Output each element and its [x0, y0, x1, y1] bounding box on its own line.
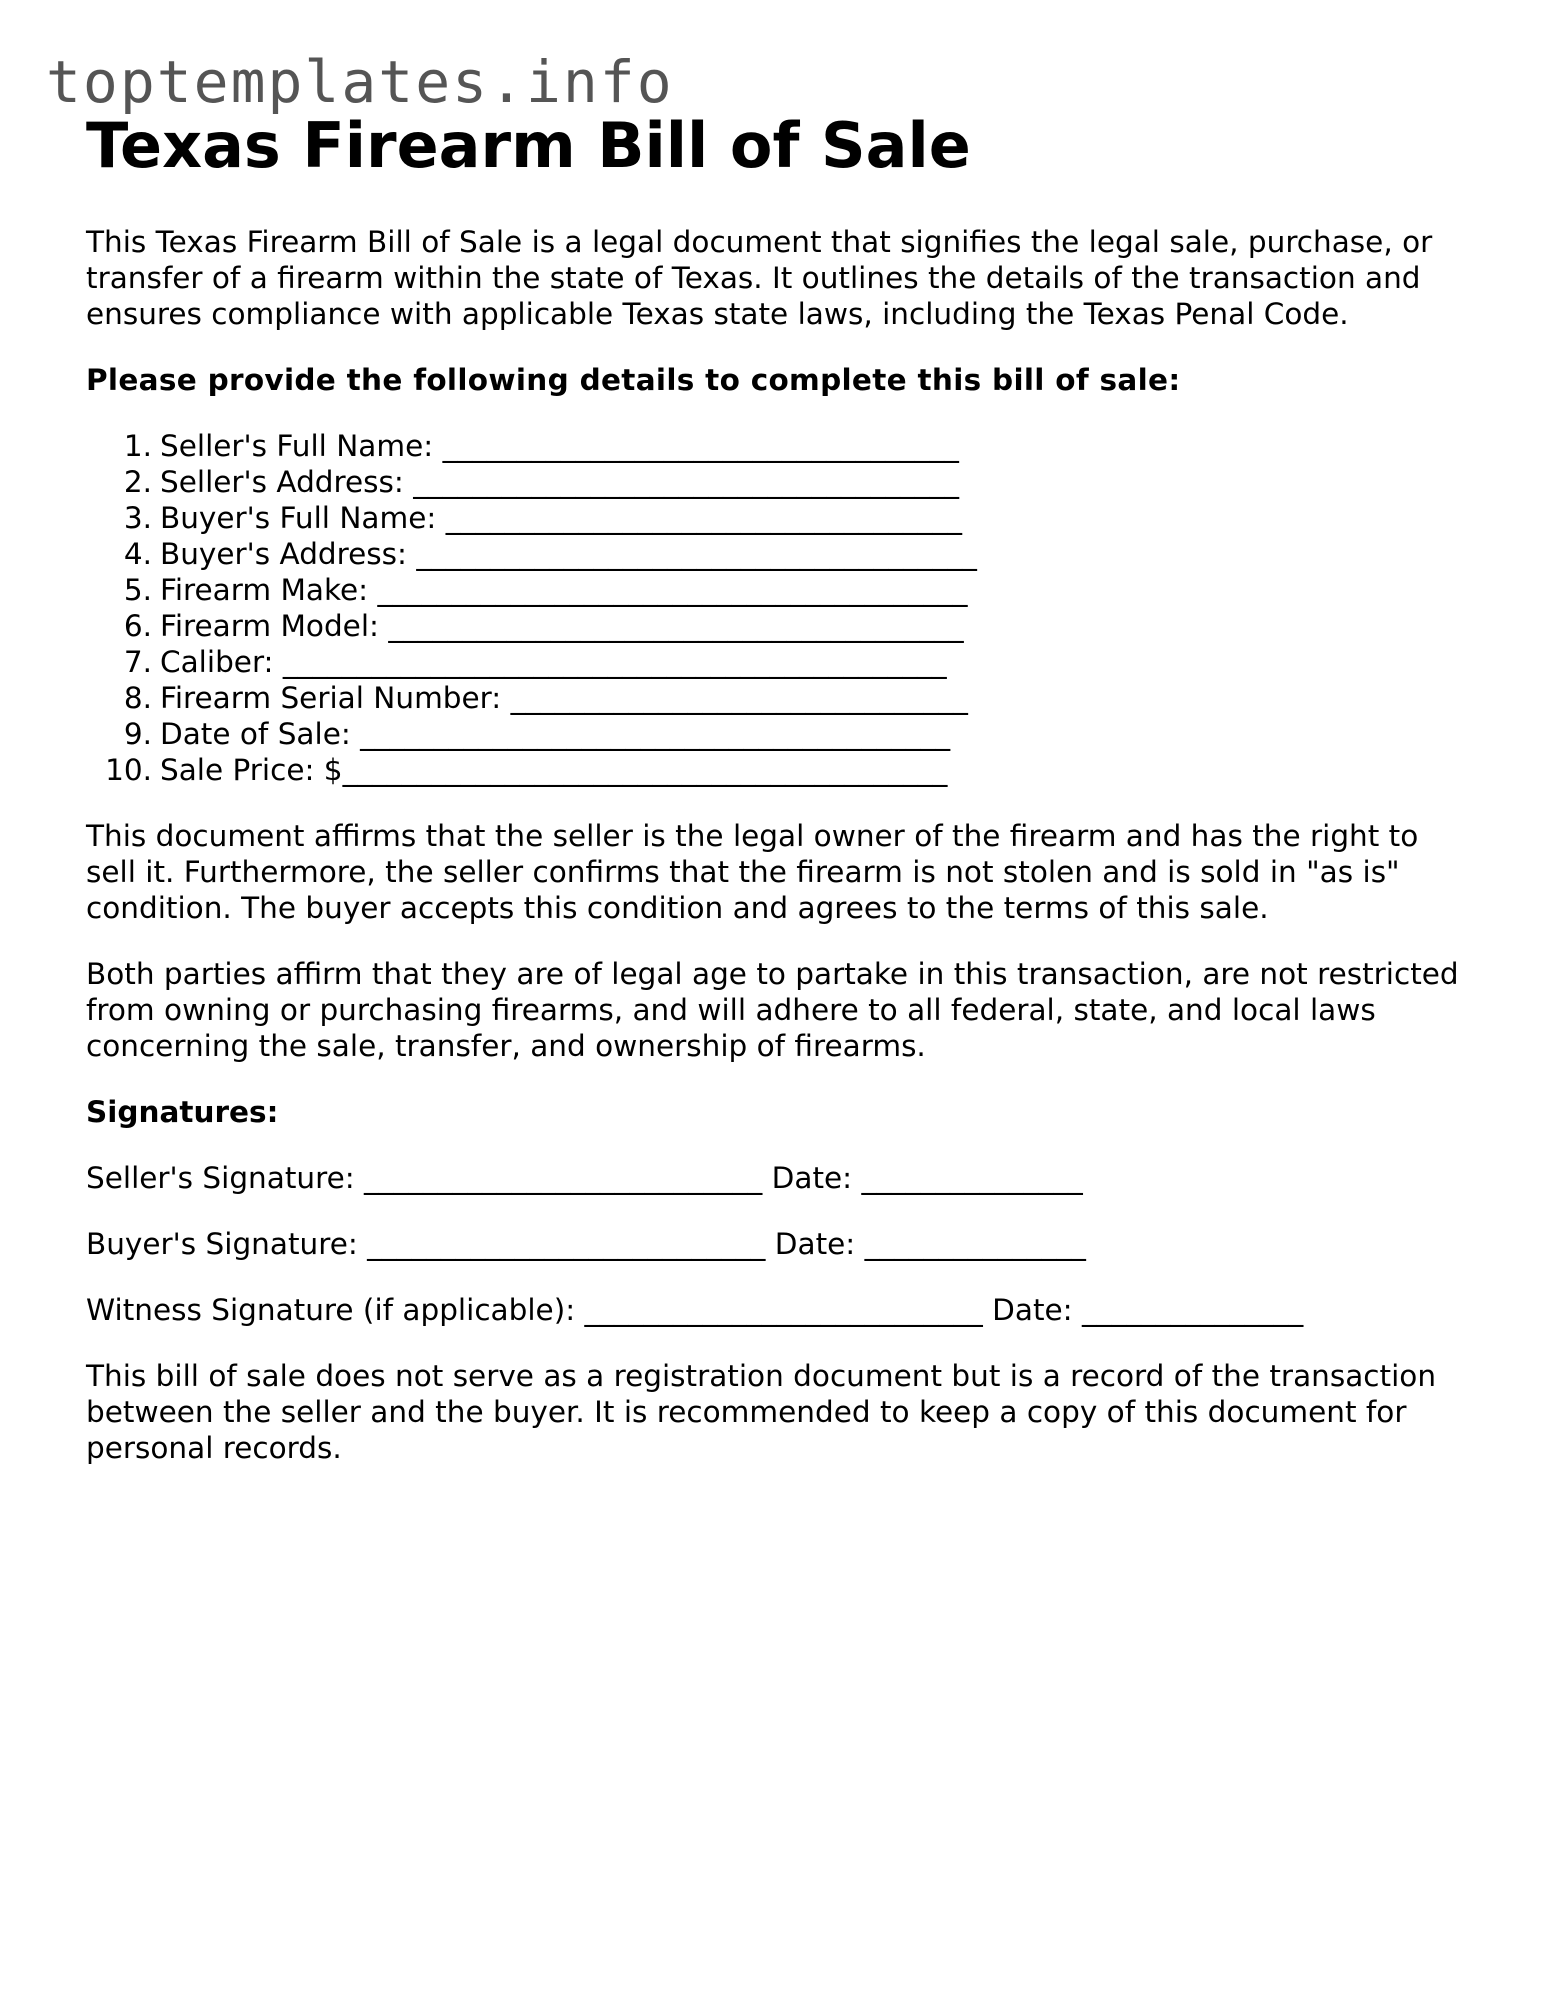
list-item — [86, 428, 1466, 464]
list-item — [86, 536, 1466, 572]
list-item — [86, 716, 1466, 752]
field-sale-price: Sale Price: $_________________________________________ — [160, 753, 948, 787]
field-caliber: Caliber: _____________________________________________ — [160, 645, 947, 679]
field-firearm-serial-number: Firearm Serial Number: _______________________________ — [160, 681, 968, 715]
list-item-number: 9. — [123, 717, 152, 751]
list-item — [86, 644, 1466, 680]
ownership-paragraph: This document affirms that the seller is the legal owner of the firearm and has the right to sell it. Furthermore, the seller confirms that the firearm is not stolen and is sold in "as is" condition. The buyer accepts this condition and agrees to the terms of this sale. — [86, 819, 1419, 925]
list-item-number: 5. — [123, 573, 152, 607]
document-title: Texas Firearm Bill of Sale — [86, 109, 971, 182]
list-item-number: 3. — [123, 501, 152, 535]
field-sellers-full-name: Seller's Full Name: ___________________________________ — [160, 429, 959, 463]
list-item — [86, 464, 1466, 500]
list-item — [86, 752, 1466, 788]
list-item-number: 2. — [123, 465, 152, 499]
list-item-number: 6. — [123, 609, 152, 643]
watermark-text: toptemplates.info — [46, 48, 674, 116]
list-item — [86, 500, 1466, 536]
intro-paragraph: This Texas Firearm Bill of Sale is a legal document that signifies the legal sale, purchase, or transfer of a firearm within the state of Texas. It outlines the details of the transaction and ensures compliance with applicable Texas state laws, including the Texas Penal Code. — [86, 225, 1433, 331]
seller-signature-line: Seller's Signature: ___________________________ Date: _______________ — [86, 1161, 1083, 1195]
buyer-signature-line: Buyer's Signature: ___________________________ Date: _______________ — [86, 1227, 1086, 1261]
details-list — [86, 428, 1466, 788]
witness-signature-line: Witness Signature (if applicable): ___________________________ Date: _______________ — [86, 1293, 1304, 1327]
document-body — [86, 106, 1466, 1466]
list-item-number: 1. — [123, 429, 152, 463]
list-item — [86, 680, 1466, 716]
closing-paragraph: This bill of sale does not serve as a registration document but is a record of the transaction between the seller and the buyer. It is recommended to keep a copy of this document for personal records. — [86, 1359, 1437, 1465]
field-sellers-address: Seller's Address: _____________________________________ — [160, 465, 959, 499]
list-item-number: 8. — [123, 681, 152, 715]
list-item-number: 10. — [105, 753, 152, 787]
list-item — [86, 608, 1466, 644]
signatures-heading: Signatures: — [86, 1095, 279, 1129]
instructions-heading: Please provide the following details to complete this bill of sale: — [86, 363, 1181, 397]
field-firearm-make: Firearm Make: ________________________________________ — [160, 573, 968, 607]
field-buyers-full-name: Buyer's Full Name: ___________________________________ — [160, 501, 962, 535]
field-firearm-model: Firearm Model: _______________________________________ — [160, 609, 964, 643]
field-buyers-address: Buyer's Address: ______________________________________ — [160, 537, 977, 571]
list-item-number: 4. — [123, 537, 152, 571]
parties-paragraph: Both parties affirm that they are of legal age to partake in this transaction, are not restricted from owning or purchasing firearms, and will adhere to all federal, state, and local laws concerning the sale, transfer, and ownership of firearms. — [86, 957, 1459, 1063]
list-item-number: 7. — [123, 645, 152, 679]
list-item — [86, 572, 1466, 608]
field-date-of-sale: Date of Sale: ________________________________________ — [160, 717, 951, 751]
